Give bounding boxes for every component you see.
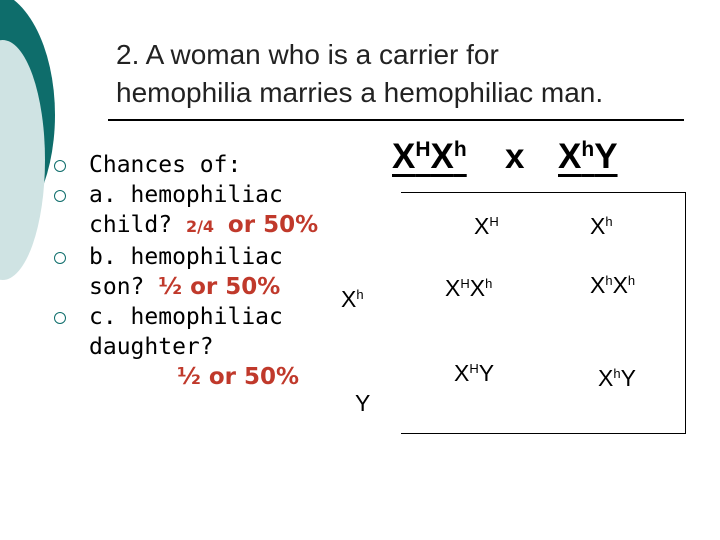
answer-b: ½ or 50% <box>158 274 281 300</box>
chances-label: Chances of: <box>89 152 242 178</box>
cross-symbol: x <box>505 137 525 176</box>
cross-female-genotype: $X^HX^h$ <box>392 137 467 176</box>
list-item-chances <box>52 150 352 180</box>
question-c-line1: c. hemophiliac <box>89 304 283 330</box>
question-b-line1: b. hemophiliac <box>89 244 283 270</box>
answer-c: ½ or 50% <box>177 364 300 390</box>
slide-title <box>116 36 706 112</box>
punnett-col-label-2: $X^h$ <box>590 213 613 239</box>
punnett-row-label-1: $X^h$ <box>341 286 364 312</box>
question-list <box>52 150 352 392</box>
circle-bullet-icon <box>54 160 66 172</box>
cross-male-genotype: $X^hY$ <box>558 137 618 176</box>
punnett-cell-r2c1: $X^HY$ <box>454 360 495 386</box>
punnett-col-label-1: $X^H$ <box>474 213 499 239</box>
question-b-line2: son? <box>89 274 145 300</box>
punnett-square <box>401 192 686 434</box>
punnett-cell-r2c2: $X^hY$ <box>598 365 636 391</box>
answer-a-fraction: 2/4 <box>185 217 215 236</box>
title-line-2: hemophilia marries a hemophiliac man. <box>116 77 604 108</box>
title-divider <box>108 119 684 121</box>
question-a-line1: a. hemophiliac <box>89 182 283 208</box>
list-item-child <box>52 180 352 242</box>
list-item-daughter <box>52 302 352 392</box>
title-line-1: 2. A woman who is a carrier for <box>116 39 499 70</box>
question-c-line2: daughter? <box>89 334 214 360</box>
punnett-row-label-2: Y <box>355 390 371 416</box>
punnett-cell-r1c1: $X^HX^h$ <box>445 275 493 301</box>
circle-bullet-icon <box>54 190 66 202</box>
circle-bullet-icon <box>54 312 66 324</box>
question-a-line2: child? <box>89 212 173 238</box>
answer-a-percent: or 50% <box>227 212 319 238</box>
circle-bullet-icon <box>54 252 66 264</box>
punnett-cell-r1c2: $X^hX^h$ <box>590 272 636 298</box>
list-item-son <box>52 242 352 302</box>
